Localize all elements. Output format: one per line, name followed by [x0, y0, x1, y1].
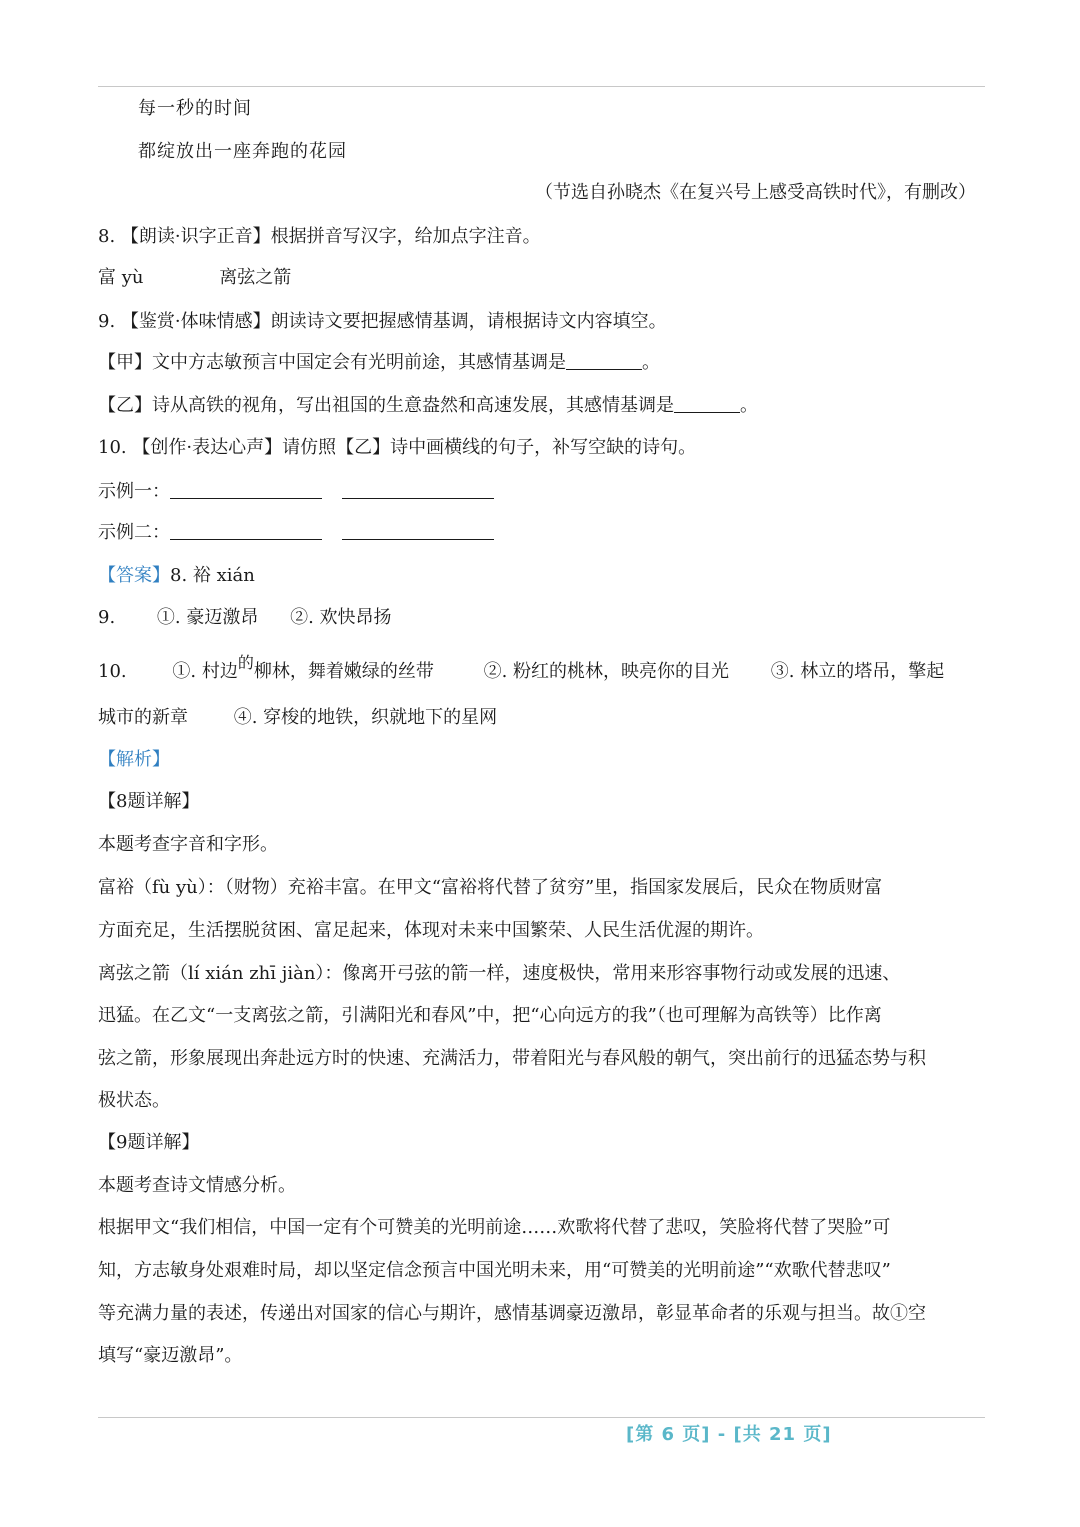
question-9: 9. 【鉴赏·体味情感】朗读诗文要把握感情基调，请根据诗文内容填空。: [98, 311, 667, 332]
answer-10-option-1-particle: 的: [237, 653, 254, 672]
example-2-label: 示例二：: [98, 522, 170, 543]
analysis-8-paragraph: 方面充足，生活摆脱贫困、富足起来，体现对未来中国繁荣、人民生活优渥的期许。: [98, 920, 764, 941]
question-8-items: [98, 266, 291, 290]
answer-10-option-3: ③. 林立的塔吊，擎起: [770, 661, 945, 682]
answer-9: [98, 606, 392, 630]
answer-9-number: 9.: [98, 607, 116, 628]
answer-blank[interactable]: [566, 351, 642, 370]
example-1: [98, 480, 494, 504]
question-9-jia-text: 【甲】文中方志敏预言中国定会有光明前途，其感情基调是: [98, 352, 566, 373]
analysis-9-paragraph: 本题考查诗文情感分析。: [98, 1175, 296, 1196]
answer-10-option-1-end: 柳林，舞着嫩绿的丝带: [253, 661, 434, 682]
answer-10-option-2: ②. 粉红的桃林，映亮你的目光: [483, 661, 730, 682]
analysis-9-paragraph: 根据甲文“我们相信，中国一定有个可赞美的光明前途……欢歌将代替了悲叹，笑脸将代替了哭脸”可: [98, 1217, 891, 1238]
answer-10-continued: [98, 706, 497, 730]
poem-line-1: 每一秒的时间: [138, 98, 252, 119]
example-1-label: 示例一：: [98, 481, 170, 502]
answer-10-option-1: [172, 653, 434, 684]
analysis-8-heading: 【8题详解】: [98, 791, 200, 812]
question-8-item-1: 富 yù: [98, 267, 144, 288]
analysis-9-paragraph: 知，方志敏身处艰难时局，却以坚定信念预言中国光明未来，用“可赞美的光明前途”“欢歌代替悲叹”: [98, 1260, 891, 1281]
question-9-yi: [98, 394, 758, 418]
analysis-9-paragraph: 填写“豪迈激昂”。: [98, 1345, 243, 1366]
question-9-yi-end: 。: [740, 395, 758, 416]
analysis-8-paragraph: 迅猛。在乙文“一支离弦之箭，引满阳光和春风”中，把“心向远方的我”（也可理解为高铁等）比作离: [98, 1005, 882, 1026]
answer-tag: 【答案】: [98, 565, 170, 586]
answer-10-option-3-end: 城市的新章: [98, 707, 188, 728]
answer-blank[interactable]: [170, 480, 322, 499]
answer-9-option-1: ①. 豪迈激昂: [156, 607, 259, 628]
analysis-9-heading: 【9题详解】: [98, 1132, 200, 1153]
poem-source: （节选自孙晓杰《在复兴号上感受高铁时代》，有删改）: [535, 182, 976, 203]
answer-8-text: 8. 裕 xián: [170, 565, 255, 586]
question-9-jia-end: 。: [642, 352, 660, 373]
answer-8: [98, 564, 255, 588]
analysis-8-paragraph: 富裕（fù yù）：（财物）充裕丰富。在甲文“富裕将代替了贫穷”里，指国家发展后，民众在物质财富: [98, 877, 883, 898]
answer-blank[interactable]: [170, 521, 322, 540]
answer-10-option-4: ④. 穿梭的地铁，织就地下的星网: [233, 707, 498, 728]
question-8: 8. 【朗读·识字正音】根据拼音写汉字，给加点字注音。: [98, 226, 541, 247]
question-8-item-2: 离弦之箭: [219, 267, 292, 288]
footer-rule: [98, 1417, 985, 1418]
answer-blank[interactable]: [342, 480, 494, 499]
answer-blank[interactable]: [342, 521, 494, 540]
answer-9-option-2: ②. 欢快昂扬: [290, 607, 392, 628]
answer-blank[interactable]: [674, 394, 740, 413]
answer-10-number: 10.: [98, 661, 127, 682]
analysis-8-paragraph: 极状态。: [98, 1090, 170, 1111]
answer-10-option-1-start: ①. 村边: [172, 661, 238, 682]
analysis-tag: 【解析】: [98, 749, 170, 770]
analysis-8-paragraph: 本题考查字音和字形。: [98, 834, 278, 855]
example-2: [98, 521, 494, 545]
question-10: 10. 【创作·表达心声】请仿照【乙】诗中画横线的句子，补写空缺的诗句。: [98, 437, 697, 458]
poem-line-2: 都绽放出一座奔跑的花园: [138, 141, 347, 162]
page-number: [第 6 页] - [共 21 页]: [626, 1424, 832, 1445]
analysis-8-paragraph: 弦之箭，形象展现出奔赴远方时的快速、充满活力，带着阳光与春风般的朝气，突出前行的迅猛态势与积: [98, 1048, 926, 1069]
answer-10: [98, 653, 945, 684]
question-9-jia: [98, 351, 660, 375]
analysis-9-paragraph: 等充满力量的表述，传递出对国家的信心与期许，感情基调豪迈激昂，彰显革命者的乐观与担当。故①空: [98, 1303, 926, 1324]
question-9-yi-text: 【乙】诗从高铁的视角，写出祖国的生意盎然和高速发展，其感情基调是: [98, 395, 674, 416]
header-rule: [98, 86, 985, 87]
analysis-8-paragraph: 离弦之箭（lí xián zhī jiàn）：像离开弓弦的箭一样，速度极快，常用来形容事物行动或发展的迅速、: [98, 963, 901, 984]
